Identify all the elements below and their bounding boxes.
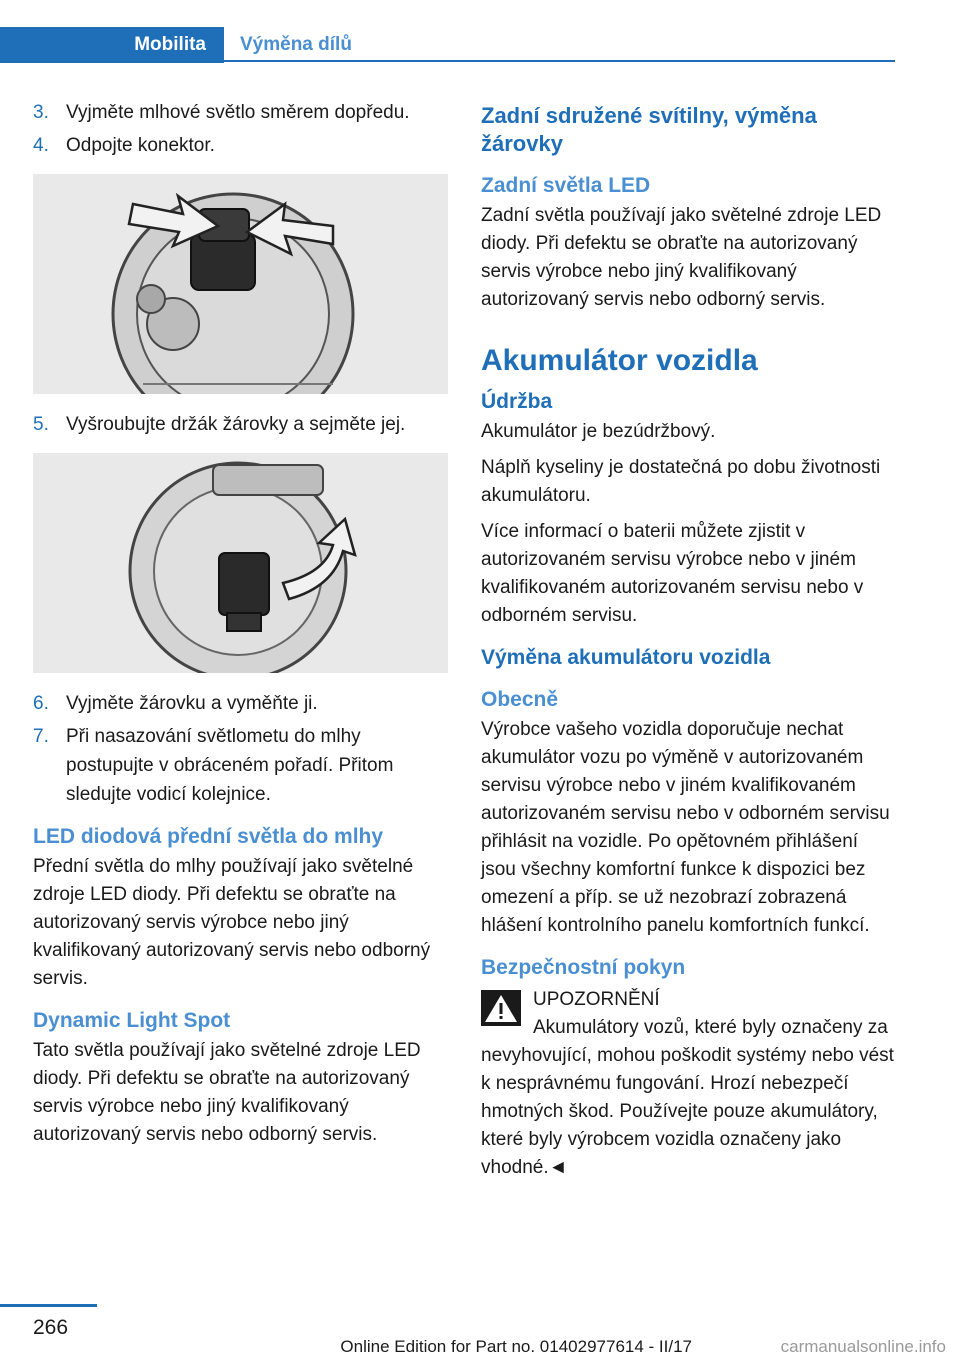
step-6 bbox=[33, 689, 448, 718]
header-tabbar bbox=[0, 27, 895, 63]
step-7 bbox=[33, 722, 448, 809]
tab-vymena-dilu[interactable]: Výměna dílů bbox=[240, 34, 352, 55]
left-column bbox=[33, 98, 448, 1157]
dynamic-light-spot-text: Tato světla používají jako světelné zdroje LED diody. Při defektu se obraťte na autorizovaný servis výrobce nebo jiný kvalifikovaný autorizovaný servis nebo odborný servis. bbox=[33, 1040, 421, 1145]
step-4 bbox=[33, 131, 448, 160]
step-5 bbox=[33, 410, 448, 439]
rear-led-text: Zadní světla používají jako světelné zdroje LED diody. Při defektu se obraťte na autorizovaný servis výrobce nebo jiný kvalifikovaný autorizovaný servis nebo odborný servis. bbox=[481, 205, 882, 310]
tab-mobilita[interactable]: Mobilita bbox=[0, 27, 224, 63]
step-text: Vyšroubujte držák žárovky a sejměte jej. bbox=[66, 414, 406, 435]
step-number: 4. bbox=[33, 135, 49, 156]
step-3 bbox=[33, 98, 448, 127]
battery-replace-heading: Výměna akumulátoru vozidla bbox=[481, 646, 771, 669]
maintenance-p2: Náplň kyseliny je dostatečná po dobu životnosti akumulátoru. bbox=[481, 457, 881, 506]
step-number: 3. bbox=[33, 102, 49, 123]
dynamic-light-spot-heading: Dynamic Light Spot bbox=[33, 1009, 231, 1032]
step-text: Vyjměte mlhové světlo směrem dopředu. bbox=[66, 102, 410, 123]
warning-text: Akumulátory vozů, které byly označeny za nevyhovující, mohou poškodit systémy nebo vést k nesprávnému fungování. Hrozí nebezpečí hmotných škod. Používejte pouze akumulátory, které byly výrobcem vozidla označeny jako vhodné.◄ bbox=[481, 1017, 894, 1178]
bulb-holder-figure bbox=[33, 453, 448, 673]
watermark: carmanualsonline.info bbox=[780, 1337, 946, 1356]
rear-led-heading: Zadní světla LED bbox=[481, 174, 651, 197]
led-fog-lights-heading: LED diodová přední světla do mlhy bbox=[33, 825, 384, 848]
warning-triangle-icon bbox=[481, 990, 521, 1026]
step-number: 7. bbox=[33, 726, 49, 747]
maintenance-heading: Údržba bbox=[481, 390, 553, 413]
right-column bbox=[481, 98, 896, 1182]
led-fog-lights-text: Přední světla do mlhy používají jako světelné zdroje LED diody. Při defektu se obraťte na autorizovaný servis výrobce nebo jiný kvalifikovaný autorizovaný servis nebo odborný servis. bbox=[33, 856, 431, 989]
step-text: Při nasazování světlometu do mlhy postupujte v obráceném pořadí. Přitom sledujte vodicí kolejnice. bbox=[66, 726, 394, 805]
rear-lights-heading: Zadní sdružené svítilny, výměna žárovky bbox=[481, 103, 817, 156]
footer-accent-line bbox=[0, 1304, 97, 1307]
warning-title: UPOZORNĚNÍ bbox=[533, 989, 660, 1010]
footer-edition: Online Edition for Part no. 01402977614 - II/17 bbox=[340, 1337, 692, 1356]
maintenance-p3: Více informací o baterii můžete zjistit v autorizovaném servisu výrobce nebo v jiném kvalifikovaném autorizovaném servisu nebo v odborném servisu. bbox=[481, 521, 864, 626]
tab-underline bbox=[224, 60, 895, 62]
page-number: 266 bbox=[33, 1316, 69, 1339]
step-text: Vyjměte žárovku a vyměňte ji. bbox=[66, 693, 318, 714]
maintenance-p1: Akumulátor je bezúdržbový. bbox=[481, 421, 716, 442]
battery-heading: Akumulátor vozidla bbox=[481, 344, 758, 377]
safety-heading: Bezpečnostní pokyn bbox=[481, 956, 686, 979]
general-text: Výrobce vašeho vozidla doporučuje nechat akumulátor vozu po výměně v autorizovaném servisu výrobce nebo v jiném kvalifikovaném autorizovaném servisu nebo v odborném servisu přihlásit na vozidle. Po opětovném přihlášení jsou všechny komfortní funkce k dispozici bez omezení a příp. se už nezobrazí zobrazená hlášení kontrolního panelu komfortních funkcí. bbox=[481, 719, 890, 936]
general-heading: Obecně bbox=[481, 688, 559, 711]
step-number: 5. bbox=[33, 414, 49, 435]
fog-light-connector-figure bbox=[33, 174, 448, 394]
step-text: Odpojte konektor. bbox=[66, 135, 215, 156]
step-number: 6. bbox=[33, 693, 49, 714]
warning-block bbox=[481, 986, 896, 1182]
